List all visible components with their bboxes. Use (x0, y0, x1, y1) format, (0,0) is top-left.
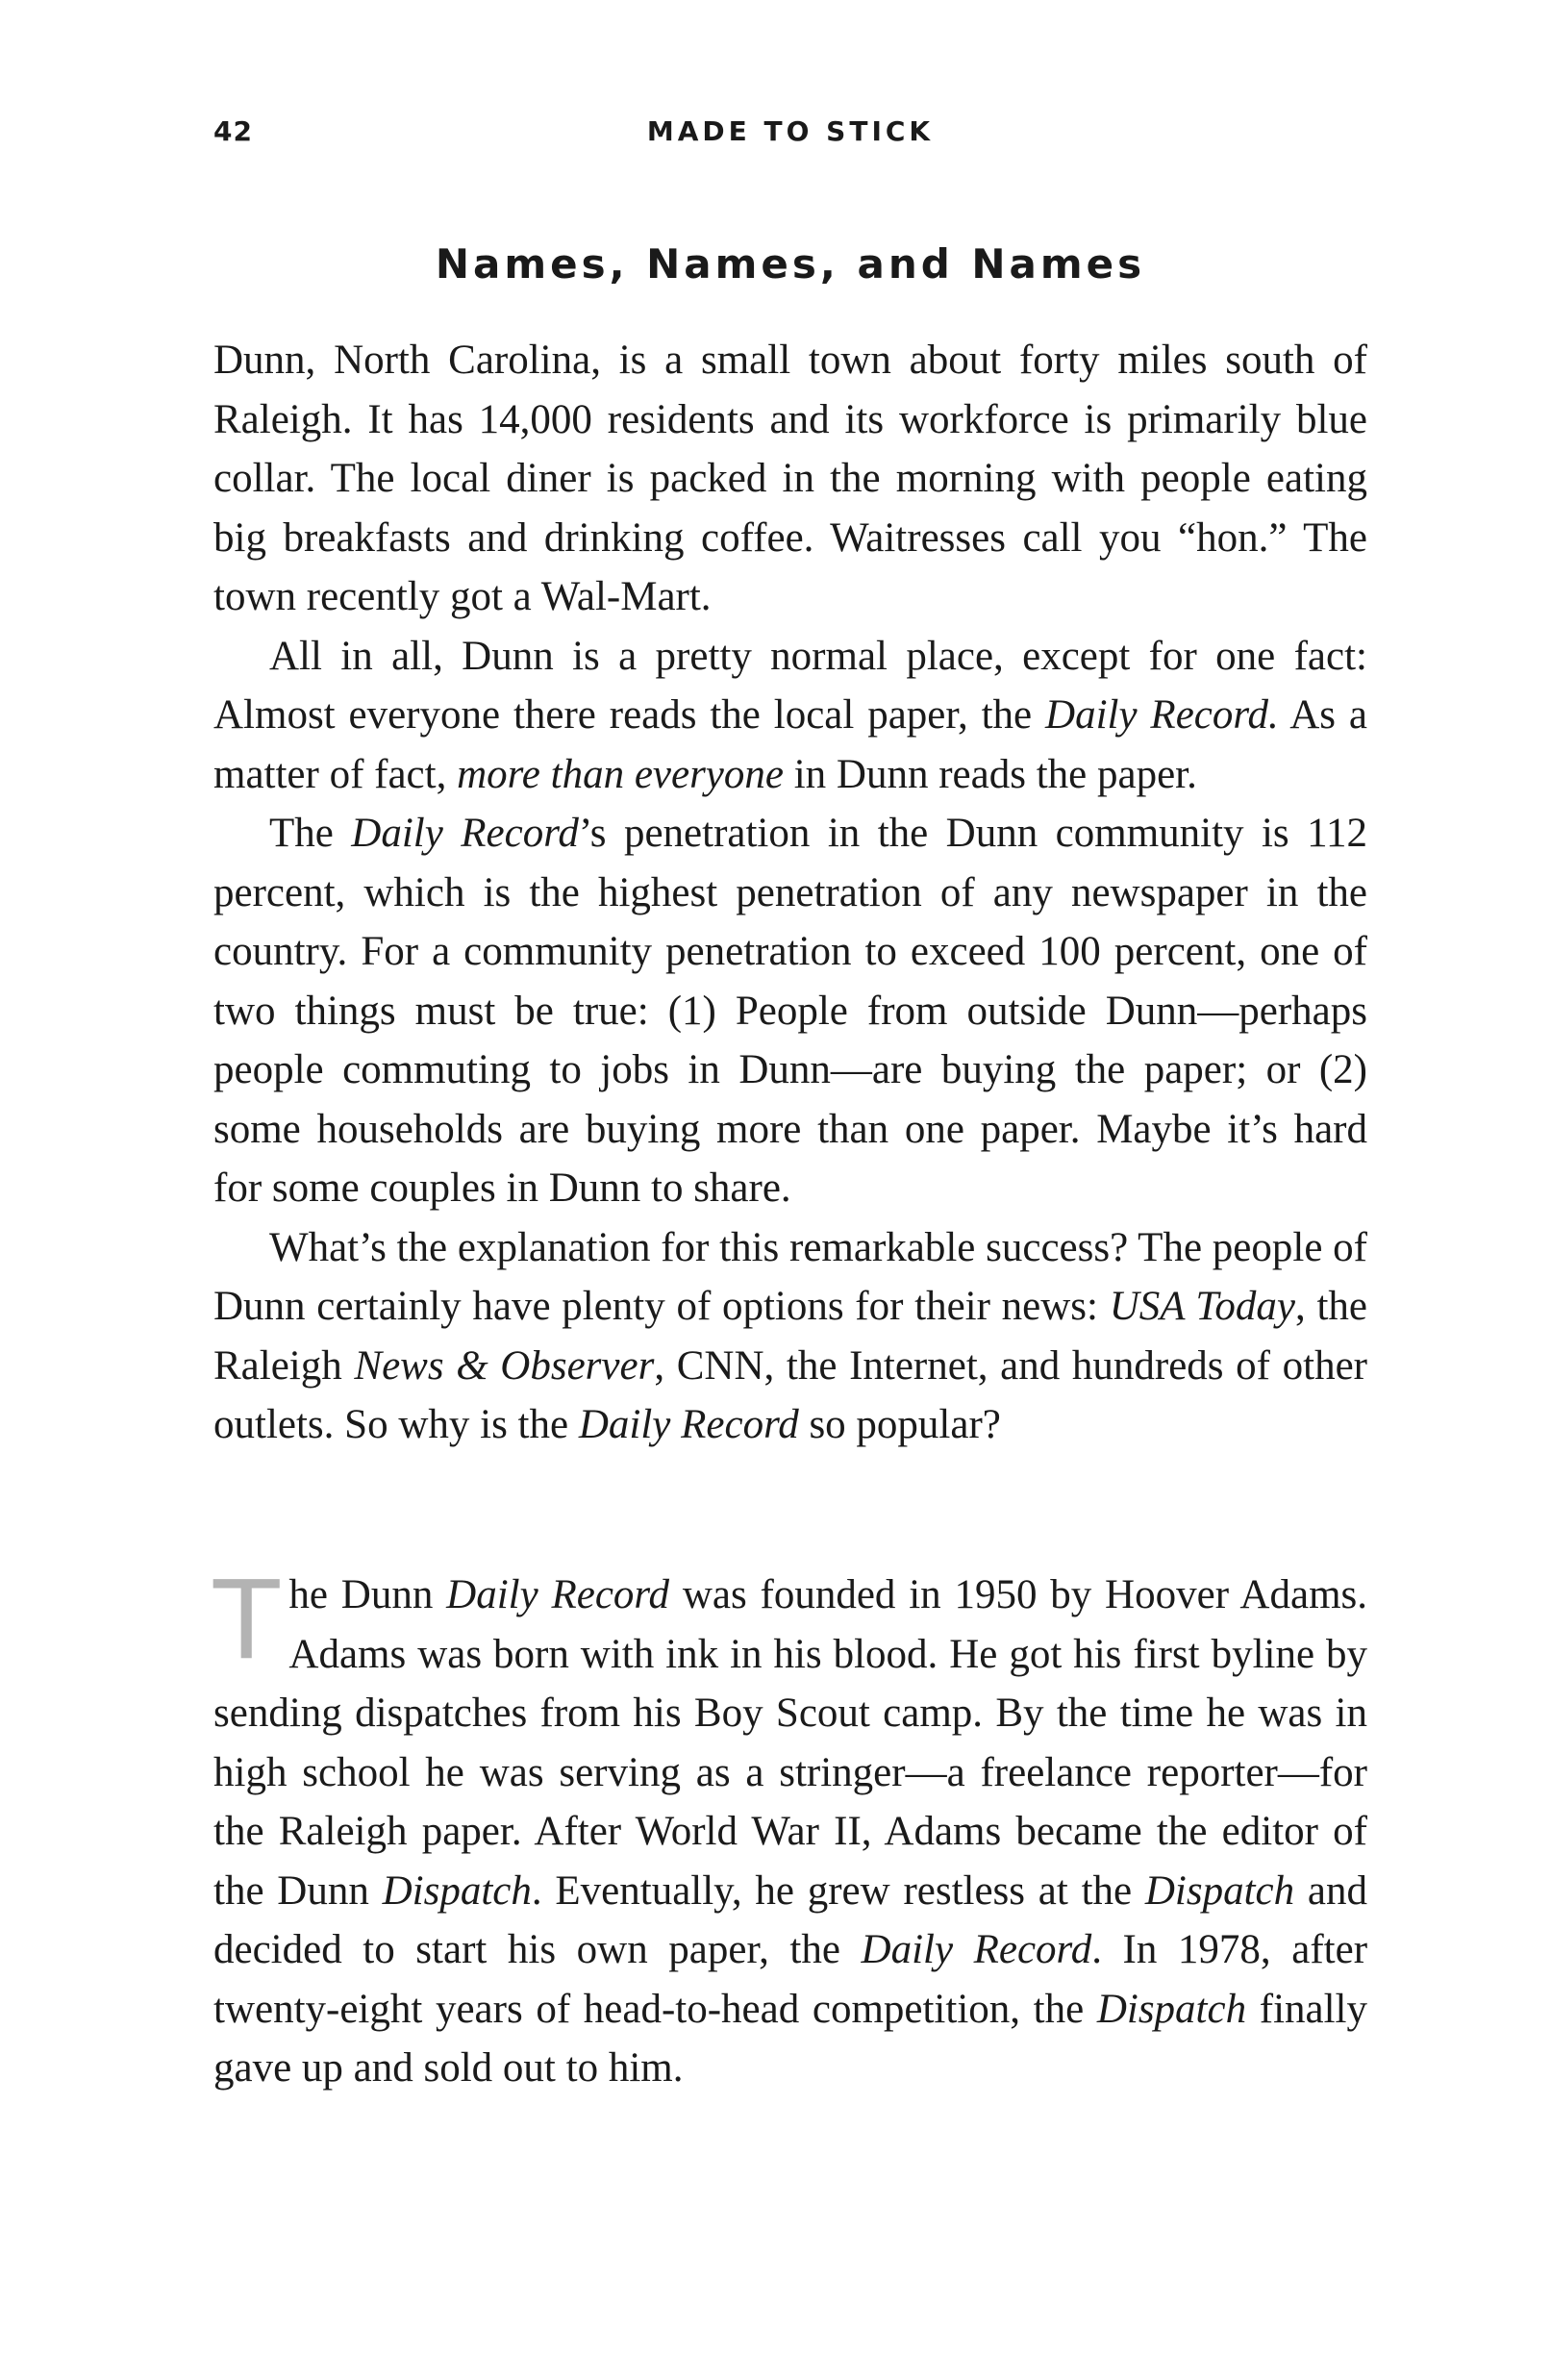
newspaper-title: Daily Record (446, 1572, 670, 1617)
body-text-block-history (213, 1559, 1368, 2098)
book-title: MADE TO STICK (646, 115, 935, 147)
newspaper-title: USA Today (1109, 1284, 1295, 1329)
newspaper-title: Dispatch (1144, 1867, 1295, 1914)
newspaper-title: Daily Record. (1045, 692, 1279, 738)
newspaper-title: Daily Record (578, 1402, 799, 1447)
body-text-block (213, 331, 1367, 1455)
drop-cap: T (213, 1559, 280, 1684)
newspaper-title: Dispatch (1096, 1986, 1247, 2032)
newspaper-title: Daily Record (861, 1927, 1092, 1972)
running-head (213, 115, 1367, 163)
section-heading: Names, Names, and Names (435, 240, 1146, 288)
emphasis-phrase: more than everyone (457, 751, 784, 797)
newspaper-title: Daily Record (351, 811, 579, 856)
paragraph-almost-everyone: All in all, Dunn is a pretty normal place, except for one fact: Almost everyone there reads the local paper, the Daily Record. As a matter of fact, more than everyone in Dunn reads the paper. (213, 633, 1367, 797)
paragraph-founding: The Dunn Daily Record was founded in 1950 by Hoover Adams. Adams was born with ink in his blood. He got his first byline by sending dispatches from his Boy Scout camp. By the time he was in high school he was serving as a stringer—a freelance reporter—for the Raleigh paper. After World War II, Adams became the editor of the Dunn Dispatch. Eventually, he grew restless at the Dispatch and decided to start his own paper, the Daily Record. In 1978, after twenty-eight years of head-to-head competition, the Dispatch finally gave up and sold out to him. (213, 1559, 1368, 2091)
page-number: 42 (213, 115, 253, 147)
paragraph-penetration: The Daily Record’s penetration in the Dunn community is 112 percent, which is the highest penetration of any newspaper in the country. For a community penetration to exceed 100 percent, one of two things must be true: (1) People from outside Dunn—perhaps people commuting to jobs in Dunn—are buying the paper; or (2) some households are buying more than one paper. Maybe it’s hard for some couples in Dunn to share. (213, 811, 1367, 1211)
paragraph-explanation: What’s the explanation for this remarkable success? The people of Dunn certainly have plenty of options for their news: USA Today, the Raleigh News & Observer, CNN, the Internet, and hundreds of other outlets. So why is the Daily Record so popular? (213, 1224, 1368, 1447)
newspaper-title: News & Observer (354, 1342, 655, 1389)
paragraph-intro: Dunn, North Carolina, is a small town about forty miles south of Raleigh. It has 14,000 residents and its workforce is primarily blue collar. The local diner is packed in the morning with people eating big breakfasts and drinking coffee. Waitresses call you “hon.” The town recently got a Wal-Mart. (213, 338, 1367, 619)
newspaper-title: Dispatch (382, 1867, 532, 1914)
